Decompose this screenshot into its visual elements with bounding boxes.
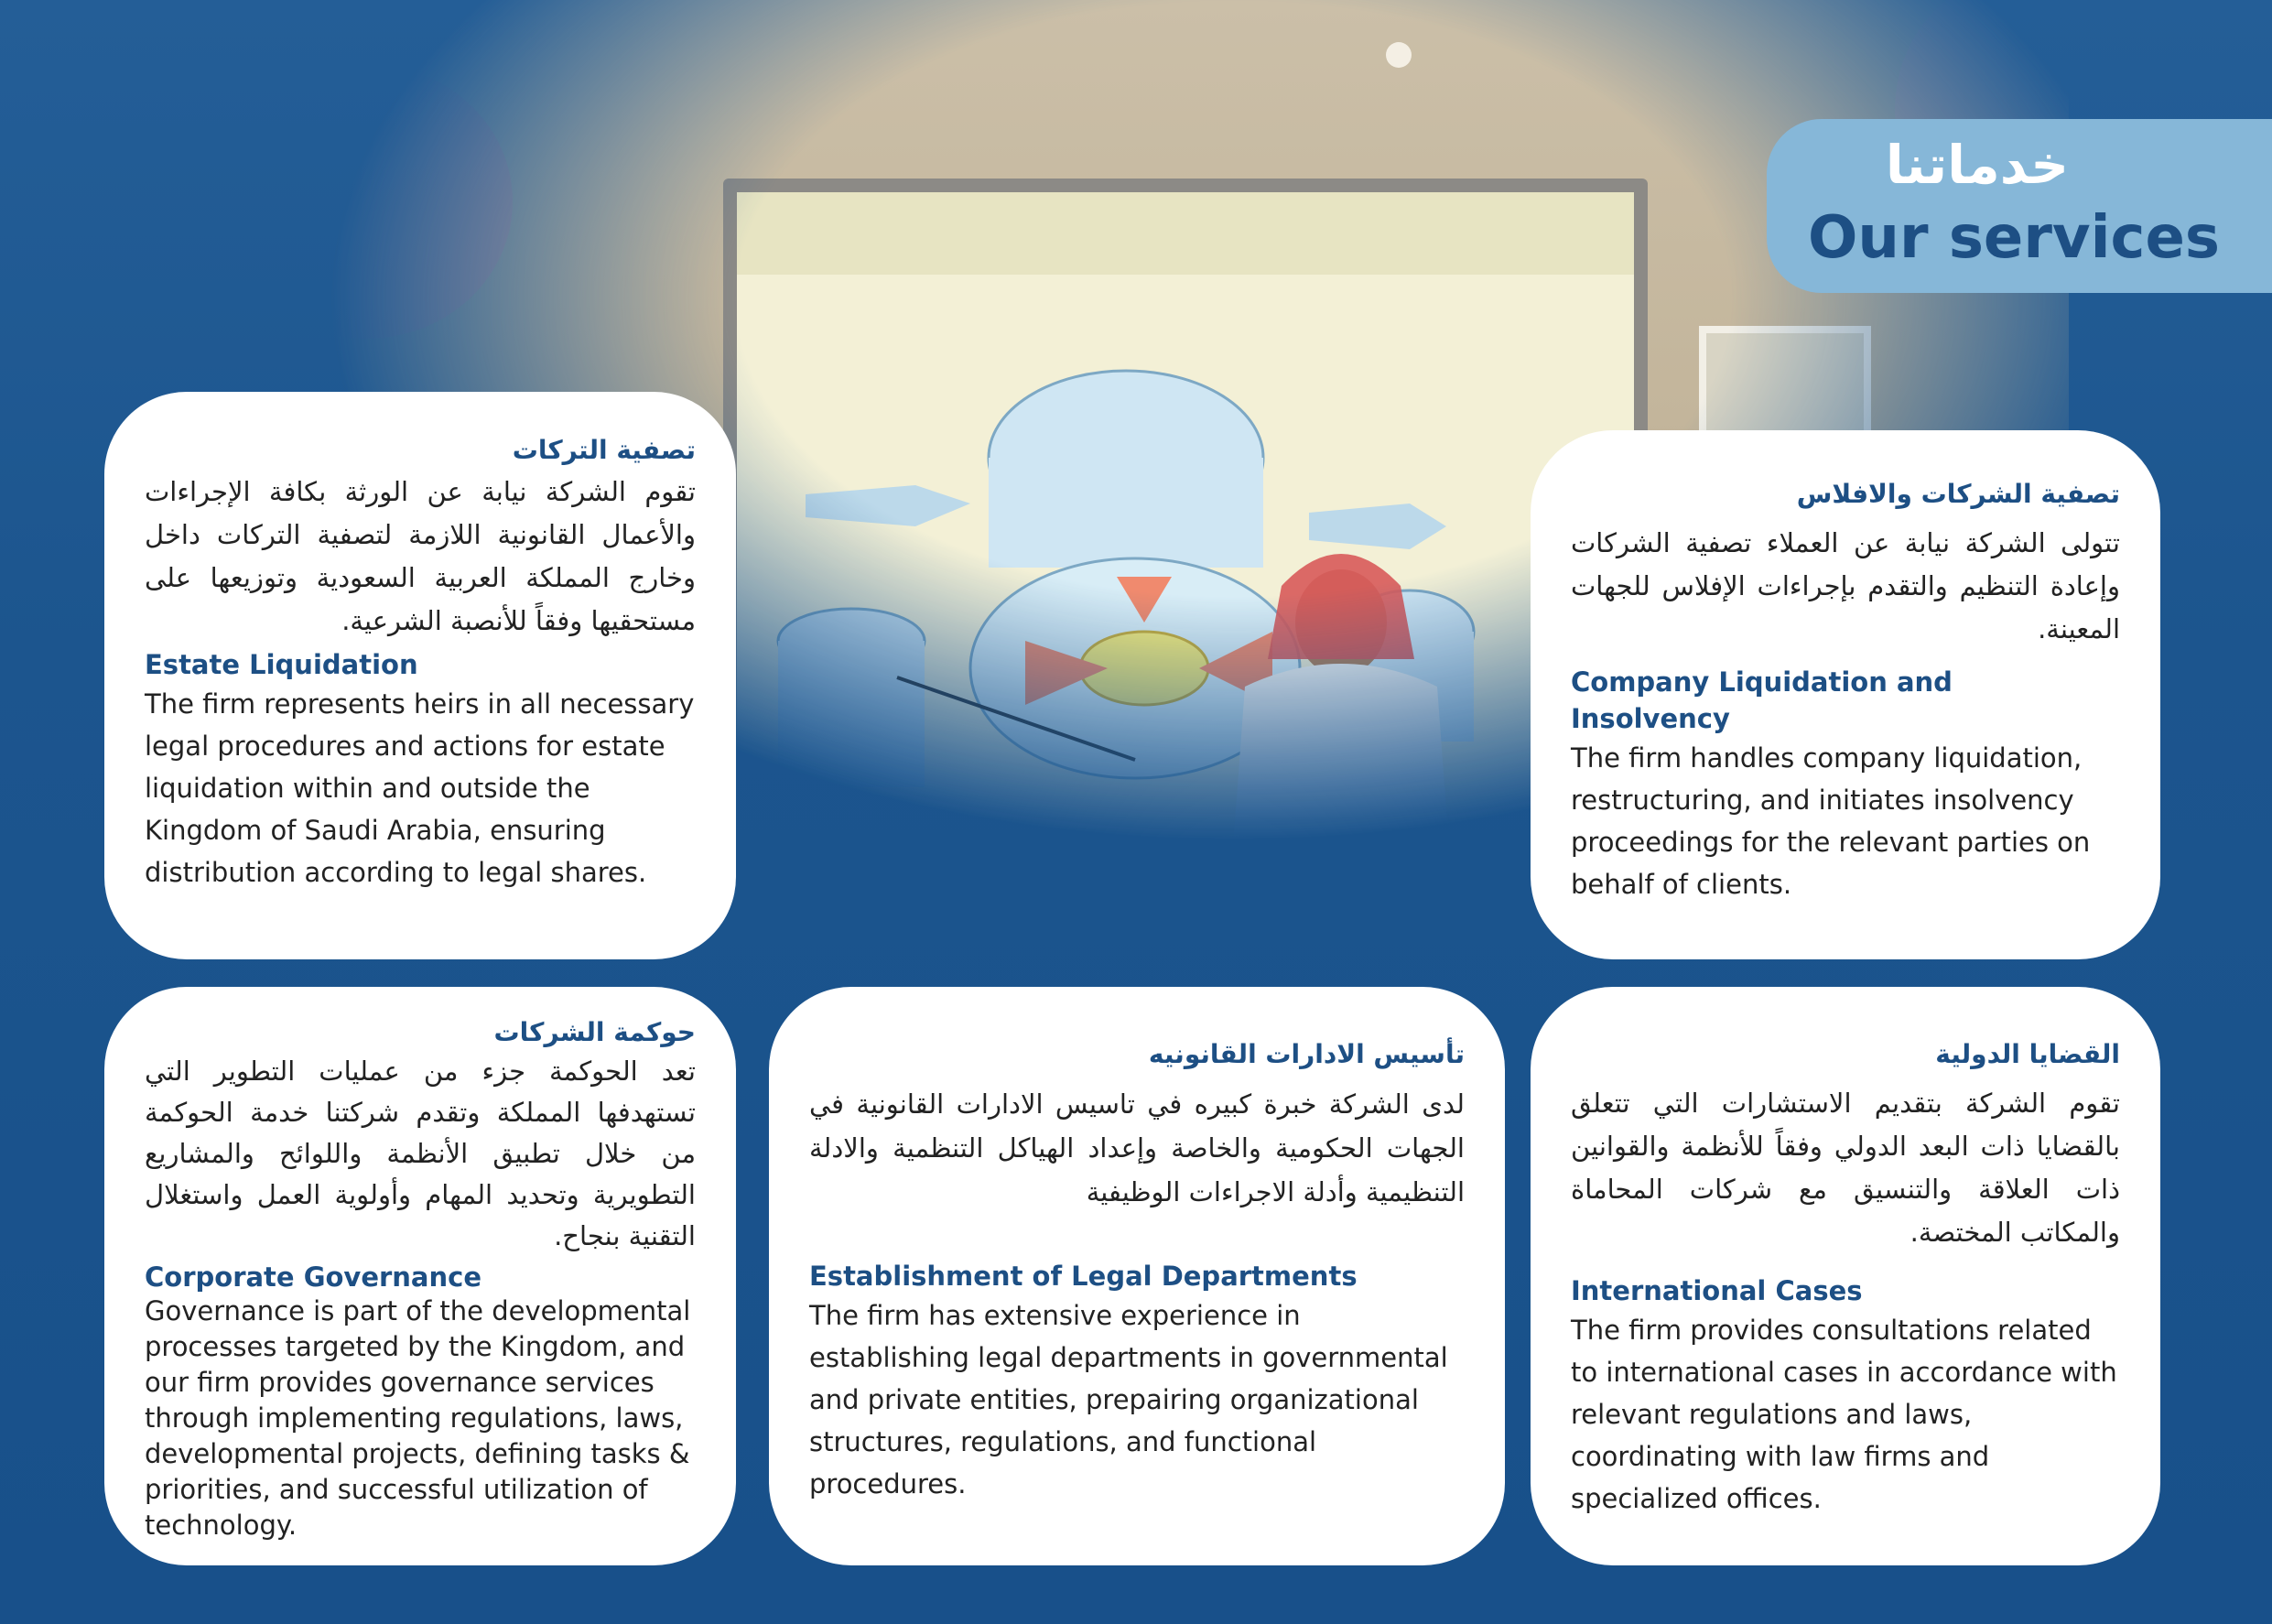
service-title-en: International Cases [1571,1275,1863,1306]
service-title-ar: تصفية التركات [512,435,696,465]
service-card-corporate-governance [104,987,736,1565]
section-title-en: Our services [1808,204,2220,272]
ceiling-light [1386,42,1412,68]
foreground-head-left [330,64,513,339]
service-body-en: The firm represents heirs in all necessary legal procedures and actions for estate liquidation within and outside the Kingdom of Saudi Arabia, ensuring distribution according to legal shares. [145,688,695,888]
slide-header-band [737,192,1634,275]
service-card-international-cases [1531,987,2160,1565]
slide-left-cylinder-body [778,641,925,787]
service-card-legal-departments [769,987,1505,1565]
service-body-en: The firm handles company liquidation, restructuring, and initiates insolvency proceedings for the relevant parties on behalf of clients. [1571,742,2091,900]
service-body-ar: لدى الشركة خبرة كبيره في تاسيس الادارات القانونية في الجهات الحكومية والخاصة وإعداد الهياكل التنظمية والادلة التنظيمية وأدلة الاجراءات الوظيفية [809,1088,1465,1207]
service-title-en: Corporate Governance [145,1261,482,1293]
service-title-ar: تصفية الشركات والافلاس [1796,479,2120,509]
service-body-ar: تعد الحوكمة جزء من عمليات التطوير التي تستهدفها المملكة وتقدم شركتنا خدمة الحوكمة من خلال تطبيق الأنظمة واللوائح والمشاريع التطويرية وتحديد المهام وأولوية العمل واستغلال التقنية بنجاح. [145,1056,696,1251]
service-card-company-liquidation [1531,430,2160,959]
presenter-thobe [1227,664,1455,934]
service-title-en: Company Liquidation and Insolvency [1571,666,1953,734]
service-title-en: Estate Liquidation [145,649,418,680]
slide-cylinder-body [989,458,1263,568]
section-title-ar: خدماتنا [1885,134,2070,196]
service-body-ar: تقوم الشركة نيابة عن الورثة بكافة الإجراءات والأعمال القانونية اللازمة لتصفية التركات داخل وخارج المملكة العربية السعودية وتوزيعها على مستحقيها وفقاً للأنصبة الشرعية. [145,476,696,636]
service-title-en: Establishment of Legal Departments [809,1261,1358,1292]
service-card-estate-liquidation [104,392,736,959]
service-title-ar: حوكمة الشركات [493,1017,696,1047]
service-body-ar: تقوم الشركة بتقديم الاستشارات التي تتعلق بالقضايا ذات البعد الدولي وفقاً للأنظمة والقوانين ذات العلاقة والتنسيق مع شركات المحاماة والمكاتب المختصة. [1571,1088,2120,1248]
service-body-en: Governance is part of the developmental processes targeted by the Kingdom, and our firm provides governance services through implementing regulations, laws, developmental projects, defining tasks & priorities, and successful utilization of technology. [145,1295,691,1541]
service-title-ar: القضايا الدولية [1935,1039,2120,1069]
service-title-ar: تأسيس الادارات القانونيه [1148,1039,1465,1069]
service-body-en: The firm has extensive experience in establishing legal departments in governmental and private entities, prepairing organizational structures, regulations, and functional procedures. [809,1300,1448,1499]
service-body-ar: تتولى الشركة نيابة عن العملاء تصفية الشركات وإعادة التنظيم والتقدم بإجراءات الإفلاس للجهات المعينة. [1571,527,2120,644]
service-body-en: The firm provides consultations related to international cases in accordance with relevant regulations and laws, coordinating with law firms and specialized offices. [1571,1315,2117,1514]
